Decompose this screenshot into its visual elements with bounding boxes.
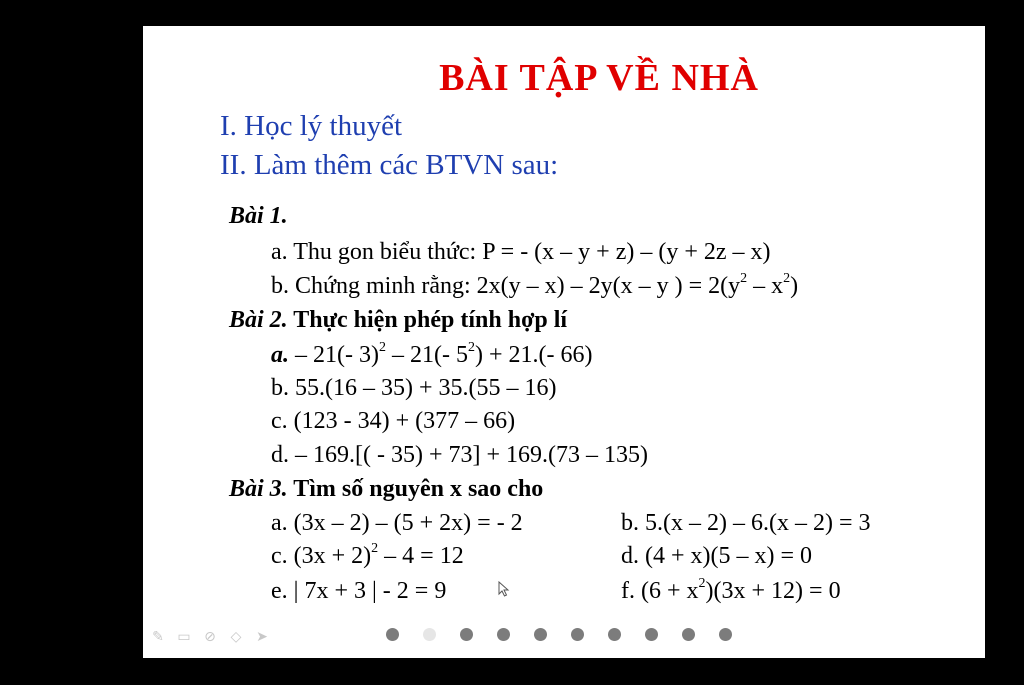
bai3-f-part2: )(3x + 12) = 0 bbox=[705, 578, 841, 604]
bai1-b-part3: ) bbox=[790, 273, 799, 299]
slide-nav-dot[interactable] bbox=[682, 628, 695, 641]
bai2-a bbox=[271, 342, 592, 369]
bai2-a-label: a. bbox=[271, 342, 289, 368]
bai3-heading-line bbox=[229, 476, 543, 503]
slide bbox=[143, 26, 985, 658]
slide-title: BÀI TẬP VỀ NHÀ bbox=[439, 57, 759, 99]
slide-navigation-dots bbox=[386, 628, 732, 641]
bai3-a: a. (3x – 2) – (5 + 2x) = - 2 bbox=[271, 510, 523, 536]
section-2-label: II. Làm thêm các BTVN sau: bbox=[220, 149, 559, 181]
bai2-heading-line bbox=[229, 307, 567, 334]
slide-nav-dot[interactable] bbox=[534, 628, 547, 641]
bai3-c bbox=[271, 543, 464, 570]
slide-nav-dot[interactable] bbox=[386, 628, 399, 641]
bai3-c-part1: c. (3x + 2) bbox=[271, 543, 372, 569]
slide-nav-dot[interactable] bbox=[608, 628, 621, 641]
section-1-label: I. Học lý thuyết bbox=[220, 110, 403, 142]
bai3-f-part1: f. (6 + x bbox=[621, 578, 699, 604]
bai3-e: e. | 7x + 3 | - 2 = 9 bbox=[271, 578, 447, 604]
bai1-b-part1: b. Chứng minh rằng: 2x(y – x) – 2y(x – y ) = 2(y bbox=[271, 273, 741, 299]
bai3-heading: Bài 3. bbox=[229, 476, 288, 502]
bai3-f-sup: 2 bbox=[698, 576, 706, 591]
bai3-c-sup: 2 bbox=[371, 541, 379, 556]
pointer-icon[interactable]: ➤ bbox=[256, 629, 268, 645]
bai2-d: d. – 169.[( - 35) + 73] + 169.(73 – 135) bbox=[271, 442, 649, 468]
bai2-a-part2: – 21(- 5 bbox=[385, 342, 468, 368]
bai3-f bbox=[621, 578, 841, 605]
slide-nav-dot[interactable] bbox=[423, 628, 436, 641]
presentation-toolbar bbox=[149, 629, 271, 645]
eraser-icon[interactable]: ⊘ bbox=[204, 629, 216, 645]
bai2-subtitle: Thực hiện phép tính hợp lí bbox=[287, 307, 568, 333]
pen-icon[interactable]: ✎ bbox=[152, 629, 164, 645]
slide-nav-dot[interactable] bbox=[460, 628, 473, 641]
bai1-b-sup2: 2 bbox=[783, 271, 791, 286]
bai2-a-sup1: 2 bbox=[378, 340, 386, 355]
mouse-cursor-icon bbox=[498, 581, 510, 597]
bai3-d: d. (4 + x)(5 – x) = 0 bbox=[621, 543, 813, 569]
bai3-subtitle: Tìm số nguyên x sao cho bbox=[287, 476, 544, 502]
bai1-b bbox=[271, 273, 798, 300]
slide-nav-dot[interactable] bbox=[571, 628, 584, 641]
bai2-b: b. 55.(16 – 35) + 35.(55 – 16) bbox=[271, 375, 557, 401]
slide-nav-dot[interactable] bbox=[497, 628, 510, 641]
bai2-a-sup2: 2 bbox=[467, 340, 475, 355]
bai2-c: c. (123 - 34) + (377 – 66) bbox=[271, 408, 516, 434]
bai1-heading: Bài 1. bbox=[229, 203, 288, 229]
slide-nav-dot[interactable] bbox=[645, 628, 658, 641]
bai1-b-part2: – x bbox=[747, 273, 784, 299]
slide-nav-dot[interactable] bbox=[719, 628, 732, 641]
bai3-b: b. 5.(x – 2) – 6.(x – 2) = 3 bbox=[621, 510, 871, 536]
highlighter-icon[interactable]: ◇ bbox=[230, 629, 242, 645]
bai1-a: a. Thu gon biểu thức: P = - (x – y + z) – (y + 2z – x) bbox=[271, 239, 771, 265]
screen-icon[interactable]: ▭ bbox=[177, 629, 191, 645]
bai2-a-part1: – 21(- 3) bbox=[289, 342, 379, 368]
bai3-c-part2: – 4 = 12 bbox=[378, 543, 464, 569]
bai2-heading: Bài 2. bbox=[229, 307, 288, 333]
bai2-a-part3: ) + 21.(- 66) bbox=[474, 342, 593, 368]
bai1-b-sup1: 2 bbox=[740, 271, 748, 286]
